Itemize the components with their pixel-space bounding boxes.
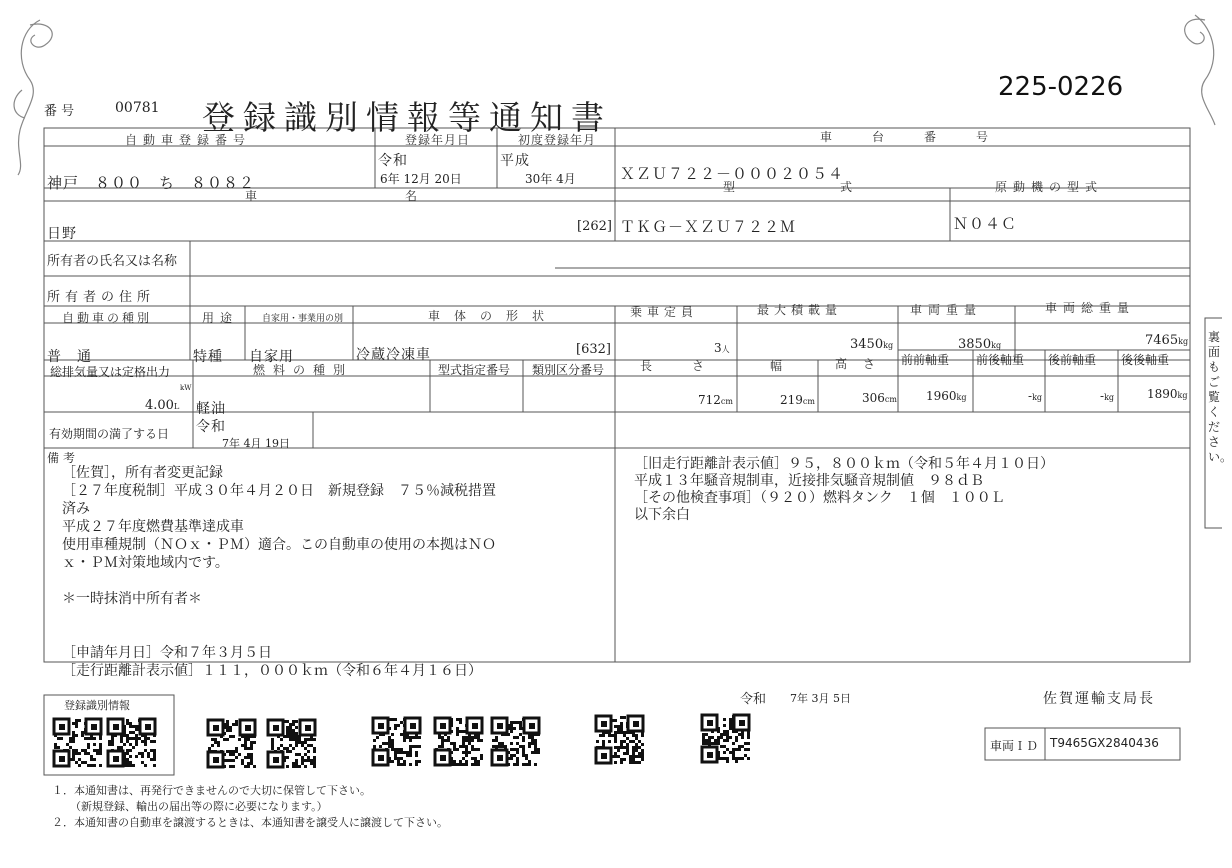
reg-number-value: 神戸 ８００ ち ８０８２	[47, 174, 256, 192]
reg-number-header: 自動車登録番号	[125, 133, 252, 147]
number-label: 番 号	[44, 104, 75, 119]
remark-line: ＊一時抹消中所有者＊	[62, 591, 202, 607]
displacement-header: 総排気量又は定格出力	[50, 365, 171, 379]
vehicle-weight-value: 3850kg	[958, 337, 1002, 352]
ff-axle-header: 前前軸重	[901, 353, 950, 367]
private-business-value: 自家用	[249, 349, 294, 365]
qr-code-2	[108, 719, 156, 767]
width-header: 幅	[770, 359, 789, 373]
displacement-value: 4.00L	[145, 398, 180, 413]
vehicle-id-label: 車両ＩＤ	[990, 739, 1039, 753]
engine-model-header: 原動機の型式	[995, 180, 1104, 194]
width-value: 219cm	[780, 393, 815, 407]
issue-date-era: 令和	[740, 692, 767, 707]
remark-line: ［走行距離計表示値］１１１，０００ｋｍ（令和６年４月１６日）	[62, 663, 482, 679]
model-value: ＴＫＧ－ＸＺＵ７２２Ｍ	[620, 218, 797, 236]
max-load-value: 3450kg	[850, 337, 894, 352]
reg-date: 6年 12月 20日	[380, 172, 462, 186]
expiry-era: 令和	[196, 419, 226, 435]
remark-line: 使用車種規制（ＮＯｘ・ＰＭ）適合。この自動車の使用の本拠はＮＯ	[62, 537, 496, 553]
rf-axle-header: 後前軸重	[1048, 353, 1097, 367]
owner-address-label: 所有者の住所	[47, 290, 156, 305]
ff-axle-value: 1960kg	[926, 389, 967, 403]
qr-code-4	[268, 720, 316, 768]
private-business-header: 自家用・事業用の別	[262, 314, 344, 324]
corner-ornament-left	[14, 20, 52, 175]
body-shape-value: 冷蔵冷凍車	[356, 347, 431, 363]
length-header: 長さ	[640, 359, 745, 373]
usage-header: 用途	[202, 311, 239, 325]
note-1: １．本通知書は、再発行できませんので大切に保管して下さい。	[52, 784, 371, 797]
gross-weight-value: 7465kg	[1145, 333, 1189, 348]
remark-line: ［佐賀］，所有者変更記録	[62, 465, 223, 481]
body-shape-code: [632]	[576, 342, 611, 357]
vehicle-type-value: 普 通	[47, 349, 92, 365]
remark-line	[62, 608, 496, 626]
first-reg-header: 初度登録年月	[518, 133, 597, 147]
remarks-header: 備考	[47, 451, 80, 465]
first-reg-era: 平成	[500, 153, 530, 169]
remark-line: 以下余白	[634, 507, 690, 523]
issue-date: 7年 3月 5日	[790, 692, 851, 705]
class-number-header: 類別区分番号	[532, 363, 605, 377]
page-title: 登録識別情報等通知書	[202, 98, 612, 137]
expiry-date: 7年 4月 19日	[222, 437, 290, 450]
remark-line	[62, 572, 496, 590]
remarks-left	[62, 464, 496, 680]
qr-code-6	[435, 718, 483, 766]
remark-line	[62, 626, 496, 644]
rr-axle-header: 後後軸重	[1121, 353, 1170, 367]
vehicle-type-header: 自動車の種別	[62, 311, 153, 325]
capacity-header: 乗車定員	[630, 305, 699, 319]
rr-axle-value: 1890kg	[1147, 387, 1188, 401]
remarks-right	[634, 456, 1054, 524]
capacity-value: 3人	[714, 341, 730, 355]
height-value: 306cm	[862, 391, 897, 405]
rf-axle-value: -kg	[1100, 389, 1115, 403]
remark-line: ｘ・ＰＭ対策地域内です。	[62, 555, 229, 571]
fr-axle-value: -kg	[1028, 389, 1043, 403]
qr-code-7	[492, 718, 540, 766]
reg-date-era: 令和	[378, 153, 408, 169]
name-header: 名	[405, 189, 424, 203]
model-header: 型	[723, 180, 742, 194]
chassis-number-value: ＸＺＵ７２２－０００２０５４	[620, 165, 845, 183]
issuer: 佐賀運輸支局長	[1043, 691, 1155, 707]
body-shape-header: 車体の形状	[428, 309, 559, 323]
chassis-header: 車台番号	[820, 130, 1029, 144]
ref-code: 225-0226	[998, 72, 1124, 102]
remark-line: ［その他検査事項］（９２０）燃料タンク １個 １００Ｌ	[634, 490, 1005, 506]
car-name-code: [262]	[577, 219, 612, 234]
reg-date-header: 登録年月日	[405, 133, 471, 147]
remark-line: 平成１３年騒音規制車，近接排気騒音規制値 ９８ｄＢ	[634, 473, 984, 489]
note-1b: （新規登録、輸出の届出等の際に必要になります。）	[70, 800, 328, 813]
remark-line: ［旧走行距離計表示値］９５，８００ｋｍ（令和５年４月１０日）	[634, 456, 1054, 472]
car-header: 車	[245, 189, 264, 203]
remark-line: ［申請年月日］令和７年３月５日	[62, 645, 272, 661]
number-value: 00781	[115, 100, 160, 116]
vehicle-weight-header: 車両重量	[910, 303, 983, 317]
owner-name-label: 所有者の氏名又は名称	[47, 254, 178, 269]
remark-line: 済み	[62, 501, 90, 517]
corner-ornament-right	[1185, 15, 1215, 125]
qr-code-9	[702, 715, 750, 763]
qr-code-1	[54, 719, 102, 767]
usage-value: 特種	[193, 349, 223, 365]
expiry-label: 有効期間の満了する日	[49, 427, 170, 441]
qr-code-5	[373, 718, 421, 766]
note-2: ２．本通知書の自動車を譲渡するときは、本通知書を譲受人に譲渡して下さい。	[52, 816, 448, 829]
remark-line: ［２７年度税制］平成３０年４月２０日 新規登録 ７５％減税措置	[62, 483, 496, 499]
remark-line: 平成２７年度燃費基準達成車	[62, 519, 244, 535]
qr-code-3	[208, 720, 256, 768]
fuel-type-value: 軽油	[196, 401, 226, 417]
side-note: 裏面もご覧ください。	[1208, 330, 1232, 464]
gross-weight-header: 車両総重量	[1045, 301, 1136, 315]
max-load-header: 最大積載量	[757, 303, 843, 317]
height-header: 高さ	[835, 357, 892, 371]
model-designation-header: 型式指定番号	[438, 363, 511, 377]
fuel-type-header: 燃料の種別	[253, 363, 354, 377]
fr-axle-header: 前後軸重	[976, 353, 1025, 367]
first-reg-date: 30年 4月	[525, 172, 576, 186]
car-name-value: 日野	[47, 226, 77, 242]
qr-code-8	[596, 716, 644, 764]
shiki-header: 式	[840, 180, 859, 194]
length-value: 712cm	[698, 393, 733, 407]
qr-label: 登録識別情報	[64, 699, 130, 712]
kw-unit: kW	[180, 384, 192, 392]
engine-model-value: Ｎ０４Ｃ	[953, 215, 1018, 233]
vehicle-id-value: T9465GX2840436	[1050, 736, 1159, 750]
